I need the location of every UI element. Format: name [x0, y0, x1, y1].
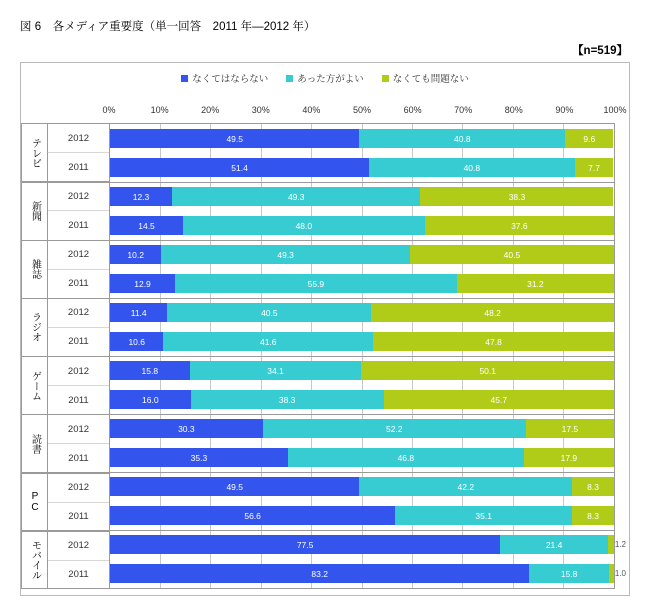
stacked-bar	[110, 245, 614, 264]
bar-value-label: 15.8	[141, 365, 159, 376]
bar-segment	[572, 477, 614, 496]
bar-value-label: 35.1	[475, 510, 492, 521]
stacked-bar	[110, 477, 614, 496]
category-label-block	[21, 473, 109, 531]
bar-value-label: 40.8	[463, 162, 481, 173]
year-label: 2012	[67, 540, 90, 552]
stacked-bar	[110, 564, 626, 583]
group-separator	[22, 182, 614, 183]
bar-value-label: 51.4	[231, 162, 248, 173]
bar-segment	[384, 390, 614, 409]
bars-area	[109, 123, 626, 589]
year-label: 2012	[67, 423, 90, 435]
bar-segment	[359, 129, 565, 148]
bar-value-label: 55.9	[307, 278, 325, 289]
bar-segment	[572, 506, 614, 525]
bar-value-label: 15.8	[560, 568, 578, 579]
category-label-block	[21, 181, 109, 239]
bar-segment	[369, 158, 575, 177]
stacked-bar	[110, 303, 614, 322]
category-axis-baseline	[21, 588, 109, 589]
bar-segment	[110, 477, 359, 496]
bar-segment	[110, 216, 183, 235]
bar-group	[110, 298, 614, 356]
bar-segment	[565, 129, 613, 148]
legend-swatch-icon	[382, 75, 389, 82]
plot-area	[102, 105, 627, 589]
bar-group	[110, 530, 626, 588]
bar-value-label: 30.3	[178, 423, 195, 434]
category-label-block	[21, 356, 109, 414]
bar-group	[110, 472, 614, 530]
year-label: 2011	[48, 152, 109, 181]
category-label-block	[21, 240, 109, 298]
bar-value-label: 49.5	[226, 133, 243, 144]
bar-group	[110, 414, 614, 472]
stacked-bar	[110, 129, 614, 148]
bar-segment	[110, 187, 172, 206]
category-name: 新聞	[22, 182, 48, 239]
axis-tick-label: 70%	[454, 105, 473, 115]
group-separator	[22, 356, 614, 357]
bar-value-label: 10.2	[127, 249, 144, 260]
bar-segment	[524, 448, 614, 467]
bar-segment	[110, 158, 369, 177]
bar-segment	[167, 303, 371, 322]
stacked-bar	[110, 506, 614, 525]
year-label: 2011	[48, 269, 109, 298]
stacked-bar	[110, 361, 614, 380]
legend-item	[286, 71, 363, 85]
year-labels	[48, 241, 109, 298]
year-labels	[48, 357, 109, 414]
year-label: 2011	[48, 327, 109, 356]
bar-value-label: 48.2	[484, 307, 501, 318]
bar-segment	[110, 564, 529, 583]
stacked-bar	[110, 535, 626, 554]
category-label-block	[21, 298, 109, 356]
stacked-bar	[110, 419, 614, 438]
category-name: 読書	[22, 415, 48, 472]
category-name: テレビ	[22, 124, 48, 181]
bar-segment	[457, 274, 614, 293]
axis-tick-label: 60%	[403, 105, 422, 115]
bar-value-label: 42.2	[457, 481, 475, 492]
axis-tick-label: 90%	[555, 105, 574, 115]
year-label: 2012	[67, 190, 90, 202]
bar-value-label: 77.5	[296, 539, 314, 550]
year-labels	[48, 474, 109, 531]
bar-value-label: 8.3	[587, 510, 599, 521]
stacked-bar	[110, 158, 614, 177]
bar-value-label: 41.6	[259, 336, 277, 347]
bar-segment	[500, 535, 608, 554]
legend-label: あった方がよい	[297, 74, 364, 85]
group-separator	[22, 472, 614, 473]
axis-tick-label: 50%	[352, 105, 372, 115]
year-label: 2011	[48, 560, 109, 589]
bar-value-label: 50.1	[479, 365, 496, 376]
year-label: 2012	[67, 482, 90, 494]
bar-value-label: 49.5	[226, 481, 243, 492]
category-label-block	[21, 531, 109, 589]
bar-value-label: 31.2	[527, 278, 544, 289]
bar-segment	[110, 535, 500, 554]
bar-value-label: 45.7	[490, 394, 508, 405]
bar-segment	[110, 245, 161, 264]
bar-segment	[395, 506, 572, 525]
bar-segment	[175, 274, 457, 293]
bar-group	[110, 124, 614, 182]
chart-frame	[20, 62, 630, 596]
bar-segment	[425, 216, 614, 235]
bar-value-label: 40.5	[261, 307, 278, 318]
bar-segment	[183, 216, 425, 235]
year-label: 2012	[67, 307, 90, 319]
bar-group	[110, 356, 614, 414]
bar-value-label: 49.3	[287, 191, 305, 202]
category-label-block	[21, 414, 109, 472]
bar-segment	[361, 361, 614, 380]
bar-value-label: 52.2	[385, 423, 403, 434]
value-axis	[102, 105, 627, 121]
stacked-bar	[110, 332, 614, 351]
bar-value-label: 17.9	[560, 452, 578, 463]
group-separator	[22, 298, 614, 299]
bar-segment	[190, 361, 362, 380]
bar-value-label: 49.3	[277, 249, 294, 260]
bar-segment	[288, 448, 524, 467]
stacked-bar	[110, 216, 614, 235]
bar-value-label: 14.5	[138, 220, 155, 231]
bar-segment	[110, 419, 263, 438]
year-label: 2012	[67, 365, 90, 377]
category-name: モバイル	[22, 532, 48, 589]
legend-item	[382, 71, 469, 85]
bar-value-label: 7.7	[588, 162, 600, 173]
bar-value-label: 17.5	[561, 423, 579, 434]
axis-tick-label: 0%	[102, 105, 116, 115]
bar-value-label: 35.3	[190, 452, 208, 463]
bar-value-label: 1.0	[614, 569, 626, 578]
bar-value-label: 56.6	[244, 510, 261, 521]
bar-value-label: 10.6	[128, 336, 145, 347]
legend-swatch-icon	[181, 75, 188, 82]
bar-value-label: 12.3	[132, 191, 150, 202]
axis-tick-label: 100%	[603, 105, 627, 115]
bar-segment	[371, 303, 614, 322]
legend-item	[181, 71, 268, 85]
stacked-bar	[110, 448, 614, 467]
bar-value-label: 48.0	[295, 220, 313, 231]
sample-size-label: 【n=519】	[572, 45, 628, 57]
category-name: PC	[22, 474, 48, 531]
bar-value-label: 46.8	[397, 452, 415, 463]
legend-swatch-icon	[286, 75, 293, 82]
year-label: 2012	[67, 249, 90, 261]
category-name: ゲーム	[22, 357, 48, 414]
bar-value-label: 12.9	[134, 278, 151, 289]
bar-value-label: 38.3	[508, 191, 526, 202]
axis-tick-label: 20%	[201, 105, 220, 115]
bar-value-label: 47.8	[485, 336, 502, 347]
bar-value-label: 11.4	[130, 307, 147, 318]
bar-value-label: 40.5	[503, 249, 521, 260]
bar-value-label: 16.0	[142, 394, 159, 405]
year-label: 2011	[48, 443, 109, 472]
axis-tick-label: 30%	[251, 105, 270, 115]
bar-segment	[526, 419, 614, 438]
bar-segment	[110, 448, 288, 467]
bar-value-label: 9.6	[583, 133, 596, 144]
group-separator	[22, 530, 614, 531]
chart-legend	[21, 71, 629, 85]
year-label: 2011	[48, 502, 109, 531]
bar-value-label: 21.4	[545, 539, 563, 550]
stacked-bar	[110, 274, 614, 293]
bar-segment	[110, 332, 163, 351]
bar-segment	[161, 245, 409, 264]
bar-segment	[529, 564, 609, 583]
bar-value-label: 1.2	[614, 540, 626, 549]
year-label: 2012	[67, 132, 90, 144]
bar-segment	[609, 564, 626, 583]
bar-value-label: 8.3	[587, 481, 599, 492]
bar-segment	[410, 245, 614, 264]
bar-segment	[110, 274, 175, 293]
group-separator	[22, 414, 614, 415]
bar-segment	[163, 332, 373, 351]
category-name: 雑誌	[22, 241, 48, 298]
axis-tick-label: 80%	[504, 105, 523, 115]
bar-group	[110, 240, 614, 298]
year-label: 2011	[48, 210, 109, 239]
legend-label: なくても問題ない	[392, 74, 469, 85]
bar-value-label: 40.8	[454, 133, 471, 144]
category-label-block	[21, 123, 109, 181]
bar-group	[110, 182, 614, 240]
year-labels	[48, 182, 109, 239]
bar-segment	[420, 187, 613, 206]
bar-segment	[575, 158, 614, 177]
year-labels	[48, 415, 109, 472]
bar-segment	[110, 303, 167, 322]
bar-value-label: 37.6	[511, 220, 528, 231]
bar-segment	[191, 390, 384, 409]
bar-segment	[172, 187, 420, 206]
stacked-bar	[110, 187, 614, 206]
bar-value-label: 34.1	[267, 365, 284, 376]
bar-segment	[110, 390, 191, 409]
year-label: 2011	[48, 385, 109, 414]
bar-segment	[110, 129, 359, 148]
year-labels	[48, 299, 109, 356]
bar-segment	[608, 535, 626, 554]
legend-label: なくてはならない	[192, 74, 269, 85]
bar-value-label: 38.3	[278, 394, 296, 405]
bar-segment	[263, 419, 526, 438]
axis-tick-label: 10%	[150, 105, 169, 115]
bar-value-label: 83.2	[311, 568, 328, 579]
year-labels	[48, 124, 109, 181]
group-separator	[22, 240, 614, 241]
bar-segment	[373, 332, 614, 351]
bar-segment	[110, 506, 395, 525]
page-title: 図 6 各メディア重要度（単一回答 2011 年―2012 年）	[20, 21, 316, 33]
year-labels	[48, 532, 109, 589]
stacked-bar	[110, 390, 614, 409]
category-name: ラジオ	[22, 299, 48, 356]
bar-segment	[359, 477, 572, 496]
bar-segment	[110, 361, 190, 380]
axis-tick-label: 40%	[302, 105, 321, 115]
